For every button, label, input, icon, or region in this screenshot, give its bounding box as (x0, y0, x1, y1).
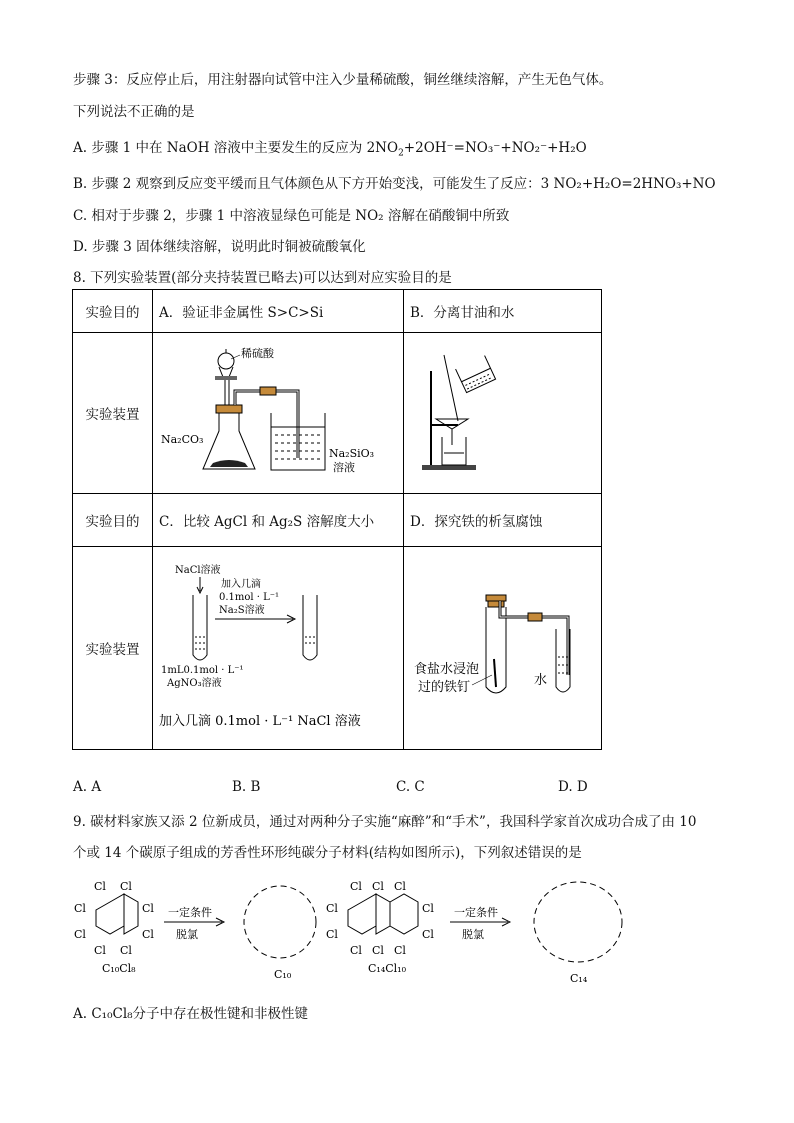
label-nacl: NaCl溶液 (175, 565, 221, 576)
q7-option-b: B. 步骤 2 观察到反应变平缓而且气体颜色从下方开始变浅，可能发生了反应：3 NO₂+H₂O=2HNO₃+NO (73, 176, 716, 192)
caption-c: 加入几滴 0.1mol · L⁻¹ NaCl 溶液 (159, 714, 361, 729)
cl-a1: Cl (350, 880, 362, 893)
label-c14: C₁₄ (570, 972, 588, 985)
reagent-1a: 一定条件 (168, 906, 212, 919)
label-water: 水 (534, 673, 548, 688)
label-dilute-sulfuric: 稀硫酸 (241, 347, 274, 360)
reagent-1b: 脱氯 (176, 928, 198, 941)
cl-2: Cl (120, 880, 132, 893)
cl-a7: Cl (422, 928, 434, 941)
q7-option-a: A. 步骤 1 中在 NaOH 溶液中主要发生的反应为 $2NO_2+2OH^-=NO_3^-+NO_2^-+H_2O$ (73, 140, 587, 159)
label-c10cl8: C₁₀Cl₈ (102, 962, 136, 975)
apparatus-c-cell (153, 547, 404, 750)
purpose-b: B．分离甘油和水 (404, 290, 602, 333)
cl-5: Cl (74, 928, 86, 941)
purpose-a: A．验证非金属性 S>C>Si (153, 290, 404, 333)
cl-a8: Cl (350, 944, 362, 957)
purpose-c: C．比较 AgCl 和 Ag₂S 溶解度大小 (153, 494, 404, 547)
label-agno3-conc: 1mL0.1mol · L⁻¹ (161, 665, 244, 676)
label-add-drops: 加入几滴 (221, 579, 261, 590)
label-na2sio3: Na₂SiO₃ (329, 447, 375, 460)
q8-option-a: A. A (73, 779, 102, 795)
row-label-apparatus: 实验装置 (73, 333, 153, 494)
cl-a6: Cl (326, 928, 338, 941)
q8-option-d: D. D (558, 779, 588, 795)
apparatus-d-diagram (404, 547, 600, 745)
q7-option-d: D. 步骤 3 固体继续溶解，说明此时铜被硫酸氧化 (73, 239, 366, 255)
q9-scheme (72, 872, 632, 992)
q7-prompt: 下列说法不正确的是 (73, 104, 195, 120)
apparatus-c-diagram (153, 547, 396, 745)
q8-table (72, 289, 602, 750)
q8-stem: 8. 下列实验装置(部分夹持装置已略去)可以达到对应实验目的是 (73, 270, 452, 286)
apparatus-b-cell (404, 333, 602, 494)
q8-option-b: B. B (232, 779, 261, 795)
reagent-2a: 一定条件 (454, 906, 498, 919)
label-solution: 溶液 (333, 461, 355, 474)
step3-text: 步骤 3：反应停止后，用注射器向试管中注入少量稀硫酸，铜丝继续溶解，产生无色气体。 (73, 72, 613, 88)
label-nail-1: 食盐水浸泡 (414, 662, 480, 677)
apparatus-d-cell (404, 547, 602, 750)
label-c14cl10: C₁₄Cl₁₀ (368, 962, 406, 975)
q9-option-a: A. C₁₀Cl₈分子中存在极性键和非极性键 (73, 1006, 309, 1022)
cl-a4: Cl (326, 902, 338, 915)
reagent-2b: 脱氯 (462, 928, 484, 941)
label-agno3: AgNO₃溶液 (167, 678, 222, 689)
row-label-purpose: 实验目的 (73, 290, 153, 333)
cl-1: Cl (94, 880, 106, 893)
cl-7: Cl (94, 944, 106, 957)
row-label-purpose-2: 实验目的 (73, 494, 153, 547)
cl-8: Cl (120, 944, 132, 957)
cl-a3: Cl (394, 880, 406, 893)
q8-option-c: C. C (396, 779, 425, 795)
cl-a2: Cl (372, 880, 384, 893)
cl-a5: Cl (422, 902, 434, 915)
purpose-d: D．探究铁的析氢腐蚀 (404, 494, 602, 547)
cl-a9: Cl (372, 944, 384, 957)
apparatus-a-cell (153, 333, 404, 494)
apparatus-b-diagram (404, 333, 600, 489)
q9-line-1: 9. 碳材料家族又添 2 位新成员，通过对两种分子实施“麻醉”和“手术”，我国科学家首次成功合成了由 10 (73, 814, 697, 830)
cl-3: Cl (74, 902, 86, 915)
cl-6: Cl (142, 928, 154, 941)
apparatus-a-diagram (153, 333, 396, 489)
label-nail-2: 过的铁钉 (418, 680, 471, 695)
cl-a10: Cl (394, 944, 406, 957)
label-conc: 0.1mol · L⁻¹ (219, 592, 280, 603)
label-na2s: Na₂S溶液 (219, 605, 265, 616)
q9-line-2: 个或 14 个碳原子组成的芳香性环形纯碳分子材料(结构如图所示)，下列叙述错误的是 (73, 845, 582, 861)
label-c10: C₁₀ (274, 968, 292, 981)
q7-option-c: C. 相对于步骤 2，步骤 1 中溶液显绿色可能是 NO₂ 溶解在硝酸铜中所致 (73, 208, 510, 224)
label-na2co3: Na₂CO₃ (161, 433, 204, 446)
row-label-apparatus-2: 实验装置 (73, 547, 153, 750)
cl-4: Cl (142, 902, 154, 915)
